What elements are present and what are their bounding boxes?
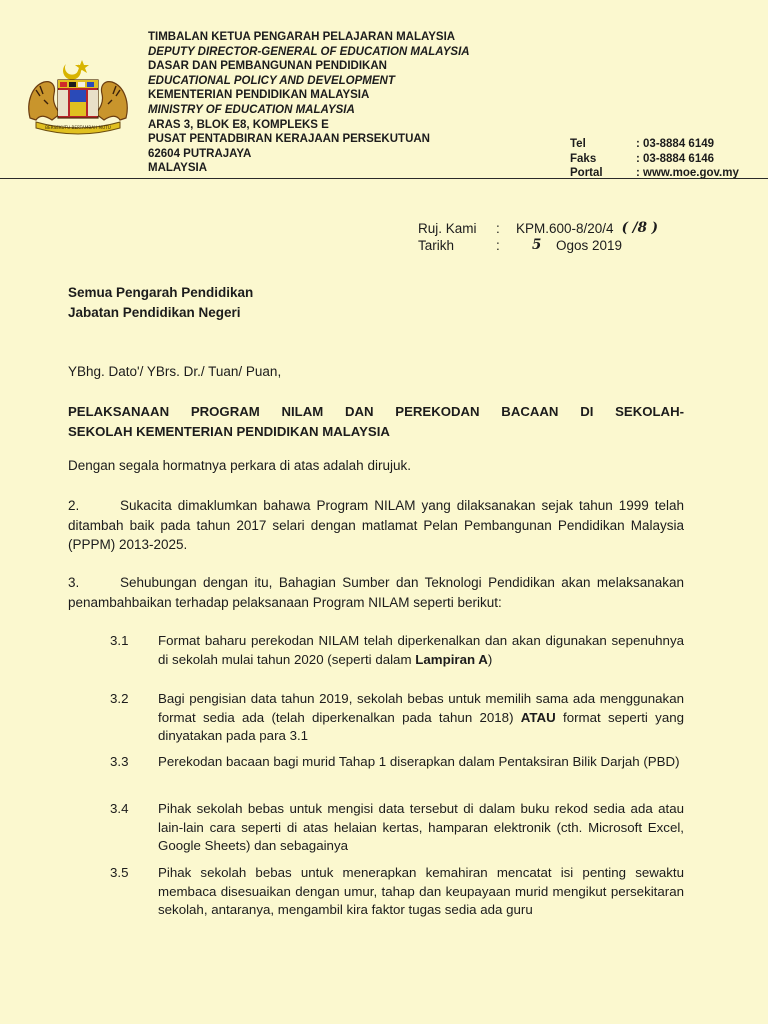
paragraph-opening: Dengan segala hormatnya perkara di atas adalah dirujuk.	[68, 458, 411, 473]
letterhead-line: PUSAT PENTADBIRAN KERAJAAN PERSEKUTUAN	[148, 133, 430, 146]
title-line: SEKOLAH KEMENTERIAN PENDIDIKAN MALAYSIA	[68, 424, 390, 439]
ref-handwritten-number: ( /8 )	[621, 220, 659, 236]
item-text: Format baharu perekodan NILAM telah diperkenalkan dan akan digunakan sepenuhnya di sekolah mulai tahun 2020 (seperti dalam	[158, 633, 684, 667]
letter-title	[68, 402, 684, 442]
contact-label: Tel	[570, 138, 586, 150]
contact-row-tel	[570, 137, 739, 152]
item-text-end: )	[487, 651, 493, 667]
salutation: YBhg. Dato'/ YBrs. Dr./ Tuan/ Puan,	[68, 364, 282, 379]
malaysia-coat-of-arms-logo	[22, 56, 134, 136]
letterhead-line: EDUCATIONAL POLICY AND DEVELOPMENT	[148, 74, 395, 87]
item-number: 3.1	[110, 633, 129, 648]
ref-label: Ruj. Kami	[418, 221, 477, 236]
list-item	[110, 800, 684, 856]
contact-value: : 03-8884 6149	[636, 138, 715, 150]
item-text: Pihak sekolah bebas untuk mengisi data tersebut di dalam buku rekod sedia ada atau lain-lain cara seperti di atas helaian kertas, hamparan elektronik (cth. Microsoft Excel, Google Sheets) dan sebagainya	[158, 801, 684, 853]
paragraph-text: Sukacita dimaklumkan bahawa Program NILAM yang dilaksanakan sejak tahun 1999 telah ditambah baik pada tahun 2017 selari dengan matlamat Pelan Pembangunan Pendidikan Malaysia (PPPM) 2013-2025.	[68, 498, 684, 552]
item-number: 3.5	[110, 865, 129, 880]
item-text: Pihak sekolah bebas untuk menerapkan kemahiran mencatat isi penting sewaktu membaca disesuaikan dengan umur, tahap dan keupayaan murid mengikut persekitaran sekolah, antaranya, mengambil kira faktor tugas sedia ada guru	[158, 865, 684, 917]
paragraph-3	[68, 573, 684, 612]
item-number: 3.2	[110, 691, 129, 706]
list-item	[110, 690, 684, 746]
contact-row-fax	[570, 152, 739, 167]
item-text-end: format seperti yang dinyatakan pada para 3.1	[158, 709, 684, 743]
letterhead-line: KEMENTERIAN PENDIDIKAN MALAYSIA	[148, 89, 370, 102]
letterhead-line: DASAR DAN PEMBANGUNAN PENDIDIKAN	[148, 60, 387, 73]
contact-label: Faks	[570, 152, 597, 165]
letterhead-line: ARAS 3, BLOK E8, KOMPLEKS E	[148, 118, 329, 131]
letterhead-line: MINISTRY OF EDUCATION MALAYSIA	[148, 103, 355, 116]
item-bold-text: Lampiran A	[415, 651, 488, 667]
header-divider	[0, 178, 768, 179]
paragraph-number: 2.	[68, 498, 80, 513]
date-day-handwritten: 5	[532, 237, 542, 253]
contact-value: : 03-8884 6146	[636, 152, 715, 165]
date-value: Ogos 2019	[556, 238, 623, 253]
letterhead-line: TIMBALAN KETUA PENGARAH PELAJARAN MALAYSIA	[148, 31, 456, 43]
reference-block: Ruj. Kami : KPM.600-8/20/4 ( /8 ) Tarikh : 5 Ogos 2019	[418, 220, 659, 253]
title-line: PELAKSANAAN PROGRAM NILAM DAN PEREKODAN BACAAN DI SEKOLAH-	[68, 404, 684, 419]
list-item	[110, 864, 684, 920]
addressee	[68, 283, 253, 323]
contact-block	[570, 137, 739, 181]
emblem-motto: BERSEKUTU BERTAMBAH MUTU	[45, 125, 111, 130]
paragraph-number: 3.	[68, 575, 80, 590]
addressee-line: Jabatan Pendidikan Negeri	[68, 305, 241, 320]
item-text: Bagi pengisian data tahun 2019, sekolah bebas untuk memilih sama ada menggunakan format sedia ada (telah diperkenalkan pada tahun 2018)	[158, 691, 684, 725]
addressee-line: Semua Pengarah Pendidikan	[68, 285, 254, 300]
contact-label: Portal	[570, 167, 603, 180]
item-number: 3.4	[110, 801, 129, 816]
date-label: Tarikh	[418, 238, 455, 253]
item-number: 3.3	[110, 754, 129, 769]
item-bold-text: ATAU	[520, 709, 556, 725]
letterhead-line: DEPUTY DIRECTOR-GENERAL OF EDUCATION MALAYSIA	[148, 45, 470, 58]
contact-value: : www.moe.gov.my	[636, 167, 739, 180]
paragraph-2	[68, 496, 684, 555]
letterhead-line: 62604 PUTRAJAYA	[148, 147, 252, 160]
list-item	[110, 753, 684, 772]
list-item	[110, 632, 684, 669]
ref-value: KPM.600-8/20/4	[516, 221, 614, 236]
letterhead-text	[148, 30, 470, 176]
paragraph-text: Sehubungan dengan itu, Bahagian Sumber dan Teknologi Pendidikan akan melaksanakan penambahbaikan terhadap pelaksanaan Program NILAM seperti berikut:	[68, 575, 684, 610]
letterhead-line: MALAYSIA	[148, 162, 207, 175]
item-text: Perekodan bacaan bagi murid Tahap 1 diserapkan dalam Pentaksiran Bilik Darjah (PBD)	[158, 754, 680, 769]
